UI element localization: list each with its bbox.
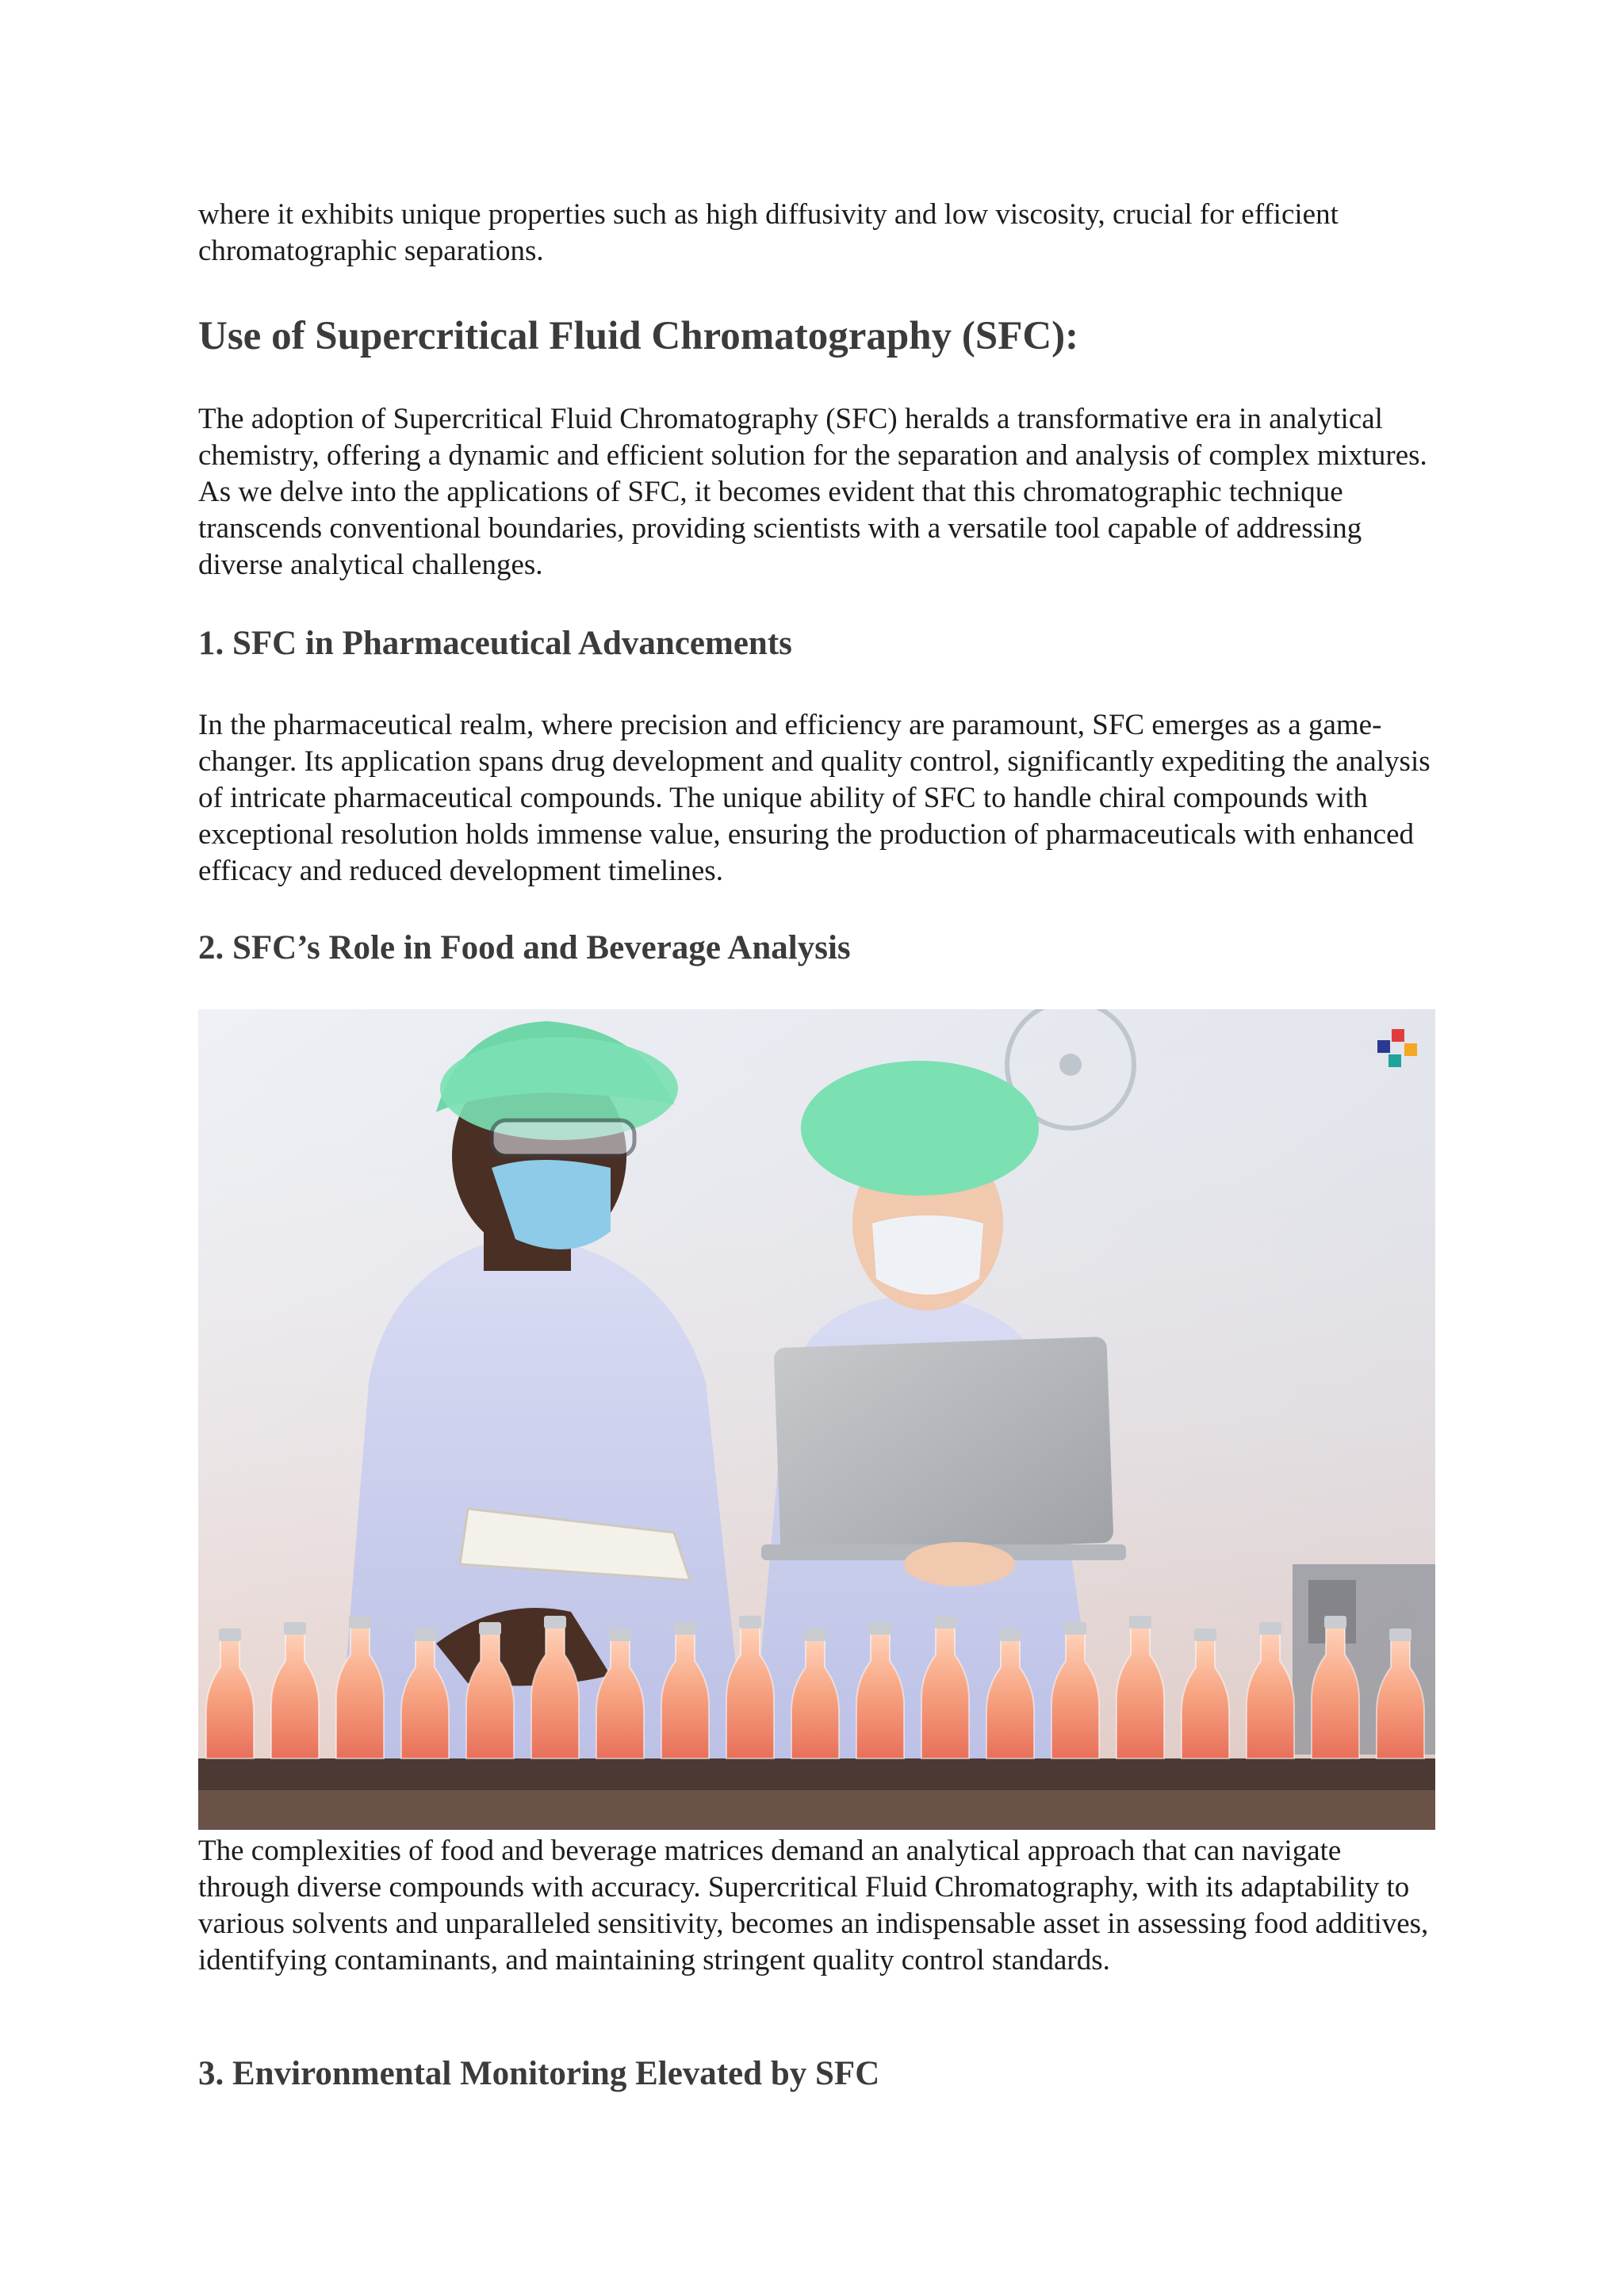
food-lab-photo (198, 1009, 1435, 1830)
heading-use-of-sfc: Use of Supercritical Fluid Chromatography (SFC): (198, 314, 1079, 358)
use-of-sfc-paragraph: The adoption of Supercritical Fluid Chromatography (SFC) heralds a transformative era in analytical chemistry, offering a dynamic and efficient solution for the separation and analysis of complex mixtures. As we delve into the applications of SFC, it becomes evident that this chromatographic technique transcends conventional boundaries, providing scientists with a versatile tool capable of addressing diverse analytical challenges. (198, 403, 1427, 581)
intro-paragraph: where it exhibits unique properties such as high diffusivity and low viscosity, crucial for efficient chromatographic separations. (198, 198, 1339, 267)
photo-illustration (198, 1009, 1435, 1830)
heading-food: 2. SFC’s Role in Food and Beverage Analysis (198, 929, 851, 966)
food-paragraph: The complexities of food and beverage matrices demand an analytical approach that can navigate through diverse compounds with accuracy. Supercritical Fluid Chromatography, with its adaptability to various solvents and unparalleled sensitivity, becomes an indispensable asset in assessing food additives, identifying contaminants, and maintaining stringent quality control standards. (198, 1835, 1429, 1976)
pharma-paragraph: In the pharmaceutical realm, where precision and efficiency are paramount, SFC emerges as a game-changer. Its application spans drug development and quality control, significantly expediting the analysis of intricate pharmaceutical compounds. The unique ability of SFC to handle chiral compounds with exceptional resolution holds immense value, ensuring the production of pharmaceuticals with enhanced efficacy and reduced development timelines. (198, 709, 1431, 887)
conveyor-belt (198, 1758, 1435, 1790)
heading-pharma: 1. SFC in Pharmaceutical Advancements (198, 625, 792, 662)
heading-environment: 3. Environmental Monitoring Elevated by SFC (198, 2055, 880, 2092)
